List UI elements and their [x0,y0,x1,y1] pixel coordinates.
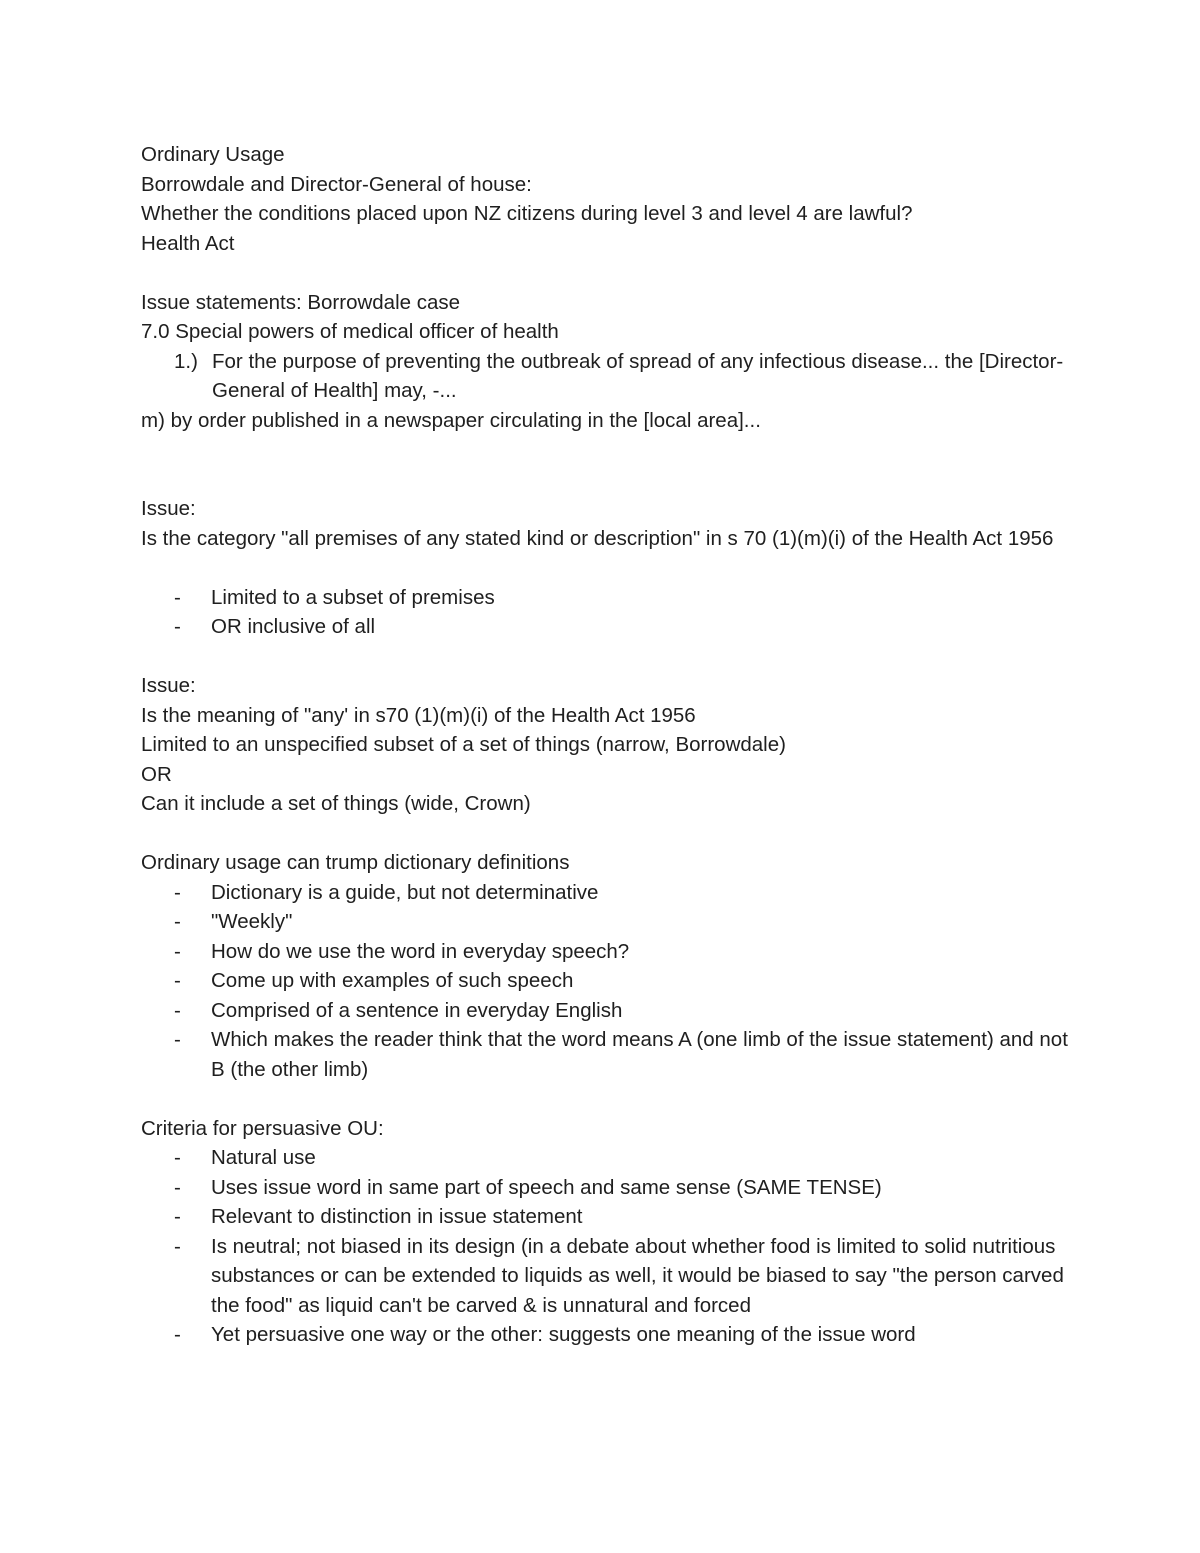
intro-line: Whether the conditions placed upon NZ citizens during level 3 and level 4 are lawful? [141,202,913,225]
spacer [141,819,1071,849]
criteria-bullet-list [141,1143,1071,1350]
section-heading: 7.0 Special powers of medical officer of health [141,320,559,343]
issue-text: Is the category "all premises of any stated kind or description" in s 70 (1)(m)(i) of the Health Act 1956 [141,526,1054,550]
list-item [141,1025,1071,1084]
bullet-text: Relevant to distinction in issue statement [211,1205,583,1228]
list-item [141,1232,1071,1321]
spacer [141,435,1071,494]
bullet-marker: - [174,585,181,609]
bullet-text: Dictionary is a guide, but not determinative [211,880,599,904]
criteria-heading: Criteria for persuasive OU: [141,1116,384,1140]
subclause-line: m) by order published in a newspaper circulating in the [local area]... [141,408,761,432]
bullet-text: Come up with examples of such speech [211,969,574,992]
issue1-bullet-list [141,583,1071,642]
list-item [141,612,1071,642]
intro-line: Borrowdale and Director-General of house: [141,172,532,196]
issue-label: Issue: [141,674,196,697]
numbered-text: For the purpose of preventing the outbreak of spread of any infectious disease... the [Director-General of Health] may, -... [212,349,1064,402]
bullet-marker: - [174,615,181,638]
spacer [141,642,1071,672]
issue-line: OR [141,762,172,786]
bullet-text: Natural use [211,1146,316,1169]
ordinary-usage-heading: Ordinary usage can trump dictionary definitions [141,851,570,874]
bullet-marker: - [174,939,181,963]
bullet-text: OR inclusive of all [211,615,376,638]
numbered-item [141,347,1071,406]
bullet-text: Is neutral; not biased in its design (in a debate about whether food is limited to solid nutritious substances or can be extended to liquids as well, it would be biased to say "the person carved the food" as liquid can't be carved & is unnatural and forced [211,1234,1064,1317]
issue-line: Is the meaning of "any' in s70 (1)(m)(i) of the Health Act 1956 [141,703,696,727]
bullet-text: Comprised of a sentence in everyday English [211,998,623,1022]
list-item [141,1173,1071,1203]
bullet-marker: - [174,1175,181,1199]
bullet-marker: - [174,1205,181,1228]
document-page [141,140,1071,1350]
bullet-marker: - [174,1323,181,1346]
numbered-marker: 1.) [174,349,198,373]
issue-statements-heading: Issue statements: Borrowdale case [141,290,461,314]
bullet-text: How do we use the word in everyday speech? [211,939,630,963]
bullet-text: "Weekly" [211,910,293,933]
issue-line: Can it include a set of things (wide, Crown) [141,792,531,815]
bullet-marker: - [174,1028,181,1051]
list-item [141,907,1071,937]
bullet-marker: - [174,998,181,1022]
bullet-text: Which makes the reader think that the word means A (one limb of the issue statement) and not B (the other limb) [211,1028,1068,1081]
bullet-text: Uses issue word in same part of speech and same sense (SAME TENSE) [211,1175,882,1199]
ordinary-usage-bullet-list [141,878,1071,1085]
list-item [141,996,1071,1026]
spacer [141,1084,1071,1114]
bullet-text: Yet persuasive one way or the other: suggests one meaning of the issue word [211,1323,916,1346]
list-item [141,1320,1071,1350]
bullet-marker: - [174,910,181,933]
document-title: Ordinary Usage [141,143,285,166]
list-item [141,583,1071,613]
spacer [141,553,1071,583]
bullet-marker: - [174,1234,181,1258]
issue-label: Issue: [141,497,196,520]
spacer [141,258,1071,288]
bullet-marker: - [174,880,181,904]
list-item [141,1143,1071,1173]
issue-line: Limited to an unspecified subset of a set of things (narrow, Borrowdale) [141,733,786,756]
list-item [141,1202,1071,1232]
intro-line: Health Act [141,231,235,255]
bullet-marker: - [174,969,181,992]
bullet-marker: - [174,1146,181,1169]
bullet-text: Limited to a subset of premises [211,585,495,609]
list-item [141,937,1071,967]
list-item [141,878,1071,908]
list-item [141,966,1071,996]
